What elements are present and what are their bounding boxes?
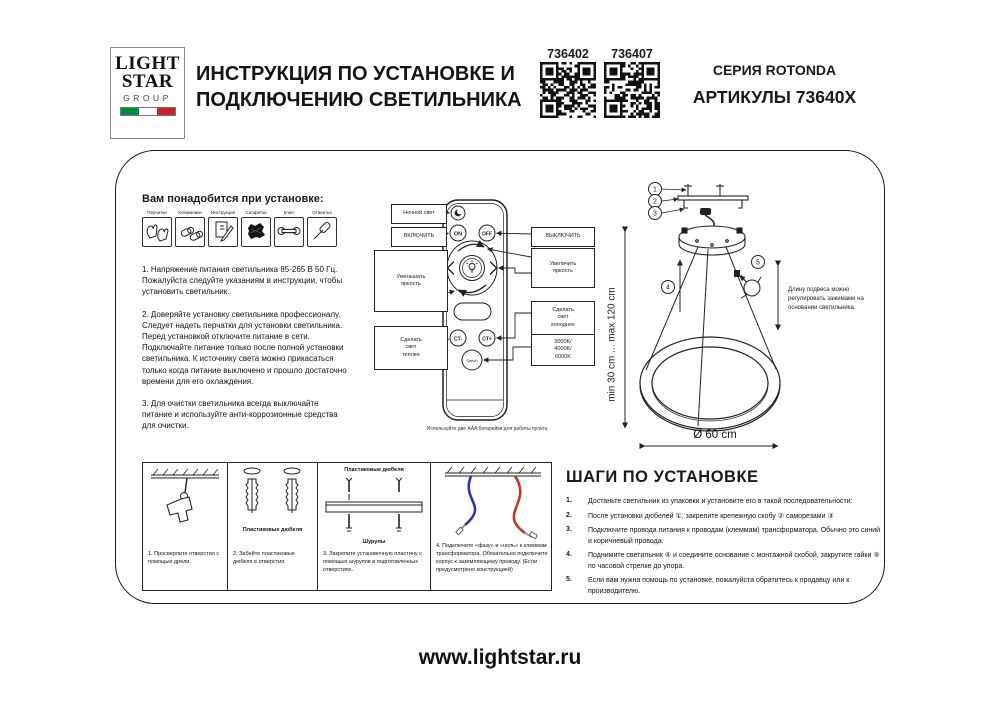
series-name: СЕРИЯ ROTONDA (712, 62, 837, 78)
panel-dowels (228, 463, 318, 590)
step-item-2: 2. После установки дюбелей ①, закрепите крепежную скобу ② саморезами ③ (566, 511, 834, 520)
website-url: www.lightstar.ru (418, 646, 582, 669)
dim-callout: Уменьшать яркость (374, 250, 448, 312)
wrench-icon (274, 217, 304, 247)
svg-text:2: 2 (653, 198, 657, 206)
turn-off-callout: ВЫКЛЮЧИТЬ (531, 227, 595, 247)
manual-icon (208, 217, 238, 247)
step-item-4: 4. Поднимите светильник ④ и соедините основание с монтажной скобой, закрутите гайки ⑤ по часовой стрелке до упора. (566, 551, 880, 570)
steps-list (566, 497, 884, 601)
led-ring (640, 337, 780, 431)
logo-star: STAR (121, 71, 174, 93)
svg-text:CT-: CT- (453, 336, 463, 343)
step-item-1: 1. Достаньте светильник из упаковки и установите его в такой последовательности: (566, 497, 853, 505)
qr-label-736407: 736407 (611, 47, 653, 61)
svg-text:4: 4 (666, 284, 670, 292)
panel1-caption: 1. Просверлите отверстия с помощью дрели. (148, 551, 220, 565)
bracket-callouts (649, 183, 687, 220)
svg-text:1: 1 (653, 186, 657, 194)
step-item-3: 3. Подключите провода питания к проводам (клеммам) трансформатора. Обычно это синий и коричневый провода. (566, 526, 881, 545)
logo-group: GROUP (123, 93, 172, 104)
napkin-icon (241, 217, 271, 247)
svg-text:OFF: OFF (482, 231, 492, 238)
logo-light: LIGHT (115, 53, 180, 74)
tool-gloves: Перчатки (142, 210, 172, 247)
panel4-caption: 4. Подключите «фазу» и «ноль» к клеммам трансформатора. Обязательно подключите корпус к заземляющему проводу. (Если предусмотрено конструкцией) (436, 543, 548, 573)
svg-text:CT+: CT+ (482, 336, 492, 343)
safety-paragraph-1: 1. Напряжение питания светильника 85-265 В 50 Гц. Пожалуйста следуйте указаниям в инструкции, чтобы установить светильник. (142, 265, 343, 297)
gloves-icon (142, 217, 172, 247)
step-item-5: 5. Если вам нужна помощь по установке, пожалуйста обратитесь к продавцу или к производителю. (566, 576, 850, 595)
warm-callout: Сделать свет теплее (374, 326, 448, 370)
panel3-label-top: Пластиковые дюбеля (344, 467, 404, 473)
panel2-caption: 2. Забейте пластиковые дюбеля в отверстия. (233, 551, 295, 565)
terminals-icon (175, 217, 205, 247)
tools-heading: Вам понадобится при установке: (142, 193, 324, 205)
turn-on-callout: ВКЛЮЧИТЬ (391, 227, 447, 247)
panel-wires (431, 463, 554, 590)
svg-text:Switch: Switch (466, 358, 478, 363)
panel-plate (318, 463, 431, 590)
qr-code-736407 (604, 62, 660, 118)
lightstar-logo (110, 47, 185, 139)
lamp-diagram (600, 170, 890, 465)
tool-terminals: Клеммники (175, 210, 205, 247)
red-wire (514, 476, 525, 533)
panel2-label: Пластиковые дюбеля (242, 527, 303, 533)
panel3-caption: 3. Закрепите установочную пластину с помощью шурупов в подготовленных отверстиях. (323, 551, 422, 573)
qr-label-736402: 736402 (547, 47, 589, 61)
safety-paragraph-2: 2. Доверяйте установку светильника профессионалу. Следует надеть перчатки для установки светильника. Перед установкой отключите питание в сети. Подключайте питание только после полной установки светильника. К источнику света можно прикасаться только когда питание выключено и прошло достаточно времени для его охлаждения. (142, 309, 347, 386)
qr-code-736402 (540, 62, 596, 118)
battery-note: Используйте две AAA батарейки для работы пульта (426, 426, 548, 432)
panel-drill (143, 463, 228, 590)
series-block (682, 62, 867, 108)
wire-connector (700, 208, 711, 215)
italian-flag-bar (120, 107, 176, 116)
plate-art (318, 476, 430, 538)
svg-text:ON: ON (453, 231, 463, 238)
wires-art (431, 463, 554, 539)
dowels-art (228, 463, 317, 523)
kelvin-callout: 3000K/ 4000K/ 6000K (531, 334, 595, 366)
scene-button (454, 303, 491, 320)
svg-text:3: 3 (653, 210, 657, 218)
title-line-2: ПОДКЛЮЧЕНИЮ СВЕТИЛЬНИКА (196, 89, 522, 111)
steps-heading: ШАГИ ПО УСТАНОВКЕ (566, 468, 759, 486)
title-line-1: ИНСТРУКЦИЯ ПО УСТАНОВКЕ И (196, 63, 515, 85)
tool-wrench: Ключ (274, 210, 304, 247)
safety-instructions (142, 264, 350, 442)
safety-paragraph-3: 3. Для очистки светильника всегда выключайте питание и используйте анти-коррозионные средства для очистки. (142, 398, 338, 431)
article-numbers: АРТИКУЛЫ 73640X (692, 87, 857, 107)
tool-screwdriver: Отвертка (307, 210, 337, 247)
diameter-label: Ø 60 cm (693, 429, 737, 441)
panel3-label-bottom: Шурупы (362, 539, 386, 545)
drill-art (143, 463, 227, 535)
adjust-note: Длину подвеса можно регулировать зажимами на основании светильника. (788, 287, 864, 311)
brighten-callout: Увеличить яркость (531, 248, 595, 288)
mounting-bracket (678, 184, 748, 208)
page-title (196, 61, 526, 113)
night-light-callout: Ночной свет (391, 204, 447, 224)
cold-callout: Сделать свет холоднее (531, 301, 595, 335)
screwdriver-icon (307, 217, 337, 247)
svg-text:5: 5 (756, 259, 760, 267)
height-dimension-label: min 30 cm ... max 120 cm (606, 287, 618, 402)
hand-icon (734, 270, 761, 298)
tool-napkin: Салфетка (241, 210, 271, 247)
install-panels (142, 462, 552, 591)
lamp-canopy (679, 226, 745, 255)
blue-wire (465, 476, 475, 525)
tool-manual: Инструкция (208, 210, 238, 247)
